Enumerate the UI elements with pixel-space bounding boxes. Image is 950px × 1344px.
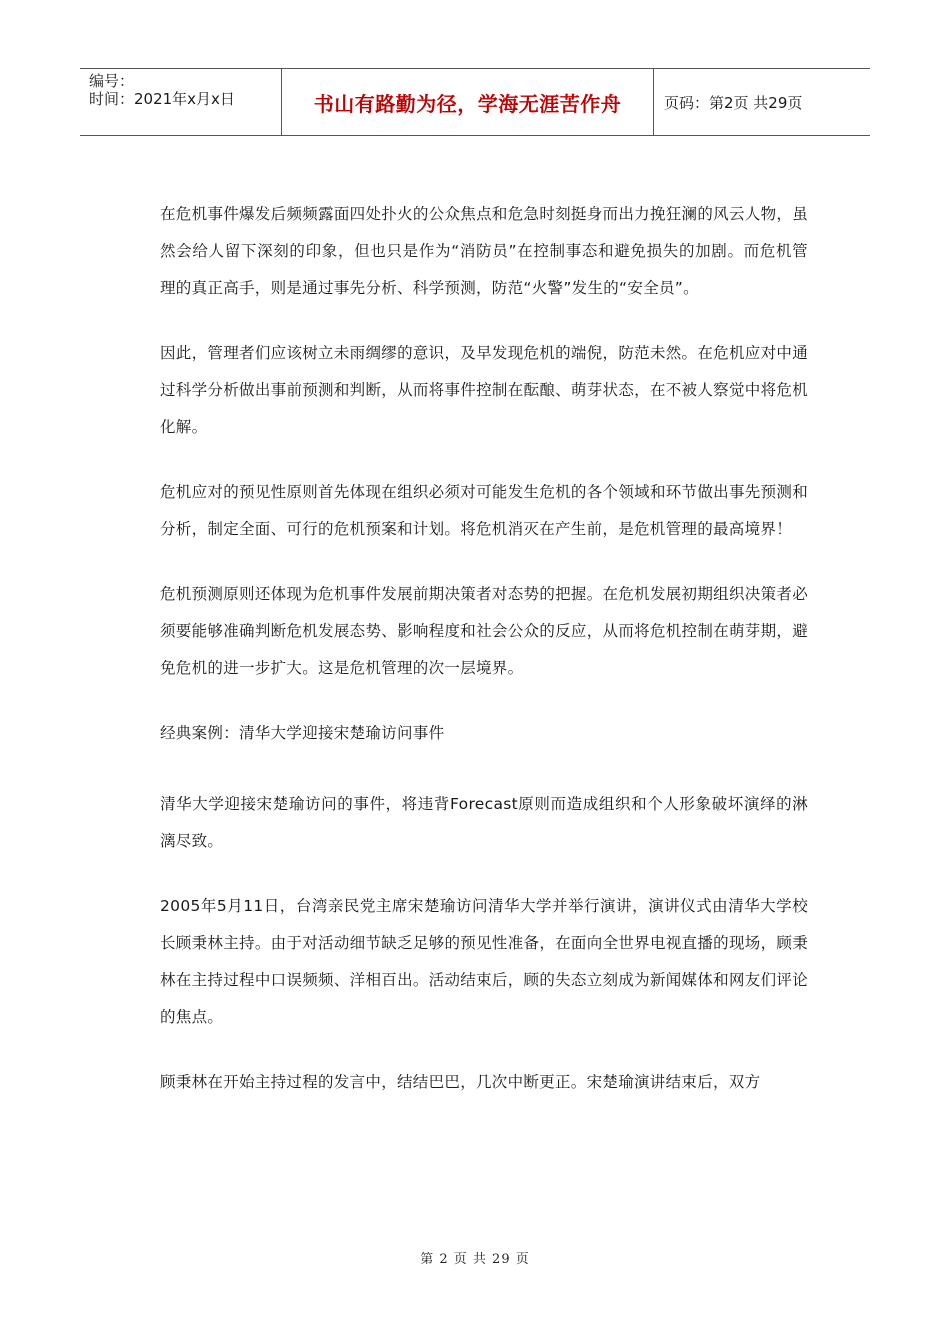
paragraph: 因此，管理者们应该树立未雨绸缪的意识，及早发现危机的端倪，防范未然。在危机应对中通过科学分析做出事前预测和判断，从而将事件控制在酝酿、萌芽状态，在不被人察觉中将危机化解。 (160, 344, 808, 436)
page-header (80, 68, 870, 136)
header-meta-cell (80, 69, 282, 135)
paragraph: 危机预测原则还体现为危机事件发展前期决策者对态势的把握。在危机发展初期组织决策者必须要能够准确判断危机发展态势、影响程度和社会公众的反应，从而将危机控制在萌芽期，避免危机的进一步扩大。这是危机管理的次一层境界。 (160, 585, 808, 677)
paragraph: 顾秉林在开始主持过程的发言中，结结巴巴，几次中断更正。宋楚瑜演讲结束后，双方 (160, 1073, 761, 1091)
paragraph: 清华大学迎接宋楚瑜访问的事件，将违背Forecast原则而造成组织和个人形象破坏演绎的淋漓尽致。 (160, 795, 808, 850)
case-heading: 经典案例：清华大学迎接宋楚瑜访问事件 (160, 724, 445, 742)
document-body (160, 196, 808, 1129)
page-footer: 第 2 页 共 29 页 (420, 1252, 530, 1267)
paragraph: 在危机事件爆发后频频露面四处扑火的公众焦点和危急时刻挺身而出力挽狂澜的风云人物，虽然会给人留下深刻的印象，但也只是作为“消防员”在控制事态和避免损失的加剧。而危机管理的真正高手，则是通过事先分析、科学预测，防范“火警”发生的“安全员”。 (160, 205, 808, 297)
doc-number-label: 编号： (89, 72, 135, 90)
paragraph: 2005年5月11日，台湾亲民党主席宋楚瑜访问清华大学并举行演讲，演讲仪式由清华大学校长顾秉林主持。由于对活动细节缺乏足够的预见性准备，在面向全世界电视直播的现场，顾秉林在主持过程中口误频频、洋相百出。活动结束后，顾的失态立刻成为新闻媒体和网友们评论的焦点。 (160, 897, 808, 1026)
paragraph: 危机应对的预见性原则首先体现在组织必须对可能发生危机的各个领域和环节做出事先预测和分析，制定全面、可行的危机预案和计划。将危机消灭在产生前，是危机管理的最高境界！ (160, 483, 808, 538)
header-motto: 书山有路勤为径，学海无涯苦作舟 (282, 69, 654, 135)
date-label: 时间：2021年x月x日 (89, 90, 235, 108)
header-page-info: 页码：第2页 共29页 (664, 93, 803, 112)
